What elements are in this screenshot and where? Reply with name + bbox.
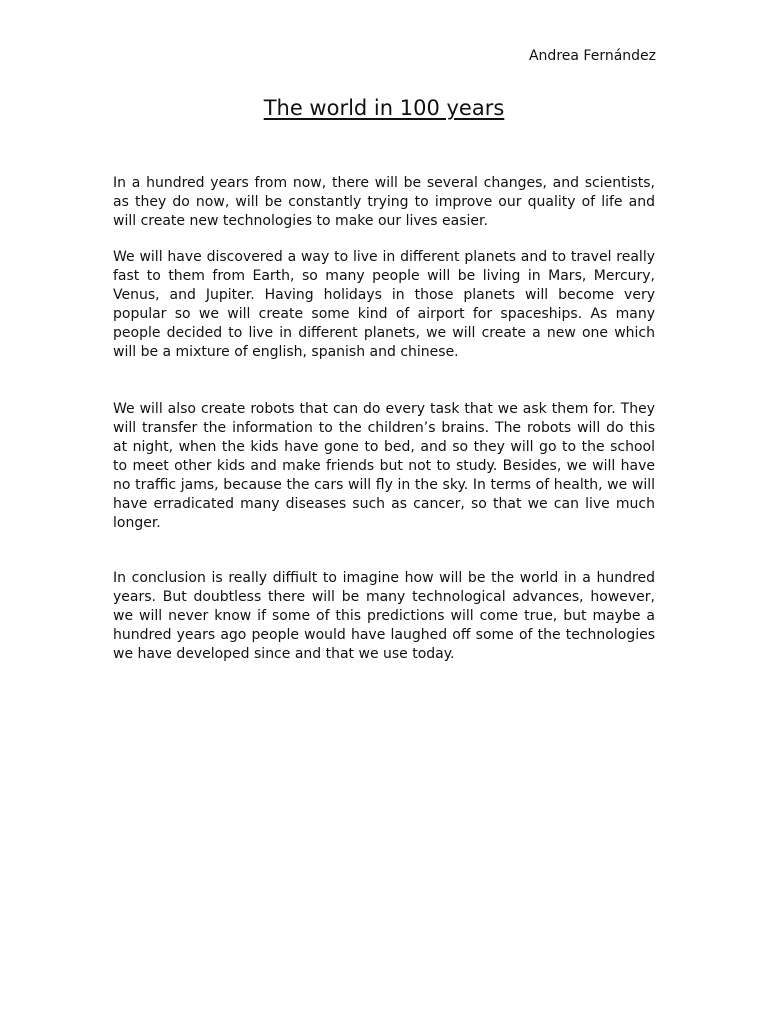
paragraph-conclusion: In conclusion is really diffiult to imagine how will be the world in a hundred years. But doubtless there will be many technological advances, however, we will never know if some of this predictions will come true, but maybe a hundred years ago people would have laughed off some of the technologies we have developed since and that we use today.	[113, 570, 655, 662]
author-name: Andrea Fernández	[528, 48, 656, 64]
paragraph-planets: We will have discovered a way to live in different planets and to travel really fast to them from Earth, so many people will be living in Mars, Mercury, Venus, and Jupiter. Having holidays in those planets will become very popular so we will create some kind of airport for spaceships. As many people decided to live in different planets, we will create a new one which will be a mixture of english, spanish and chinese.	[113, 249, 655, 360]
document-title: The world in 100 years	[263, 96, 505, 120]
paragraph-robots: We will also create robots that can do every task that we ask them for. They will transfer the information to the children’s brains. The robots will do this at night, when the kids have gone to bed, and so they will go to the school to meet other kids and make friends but not to study. Besides, we will have no traffic jams, because the cars will fly in the sky. In terms of health, we will have erradicated many diseases such as cancer, so that we can live much longer.	[113, 401, 655, 531]
paragraph-intro: In a hundred years from now, there will be several changes, and scientists, as they do now, will be constantly trying to improve our quality of life and will create new technologies to make our lives easier.	[113, 175, 655, 229]
